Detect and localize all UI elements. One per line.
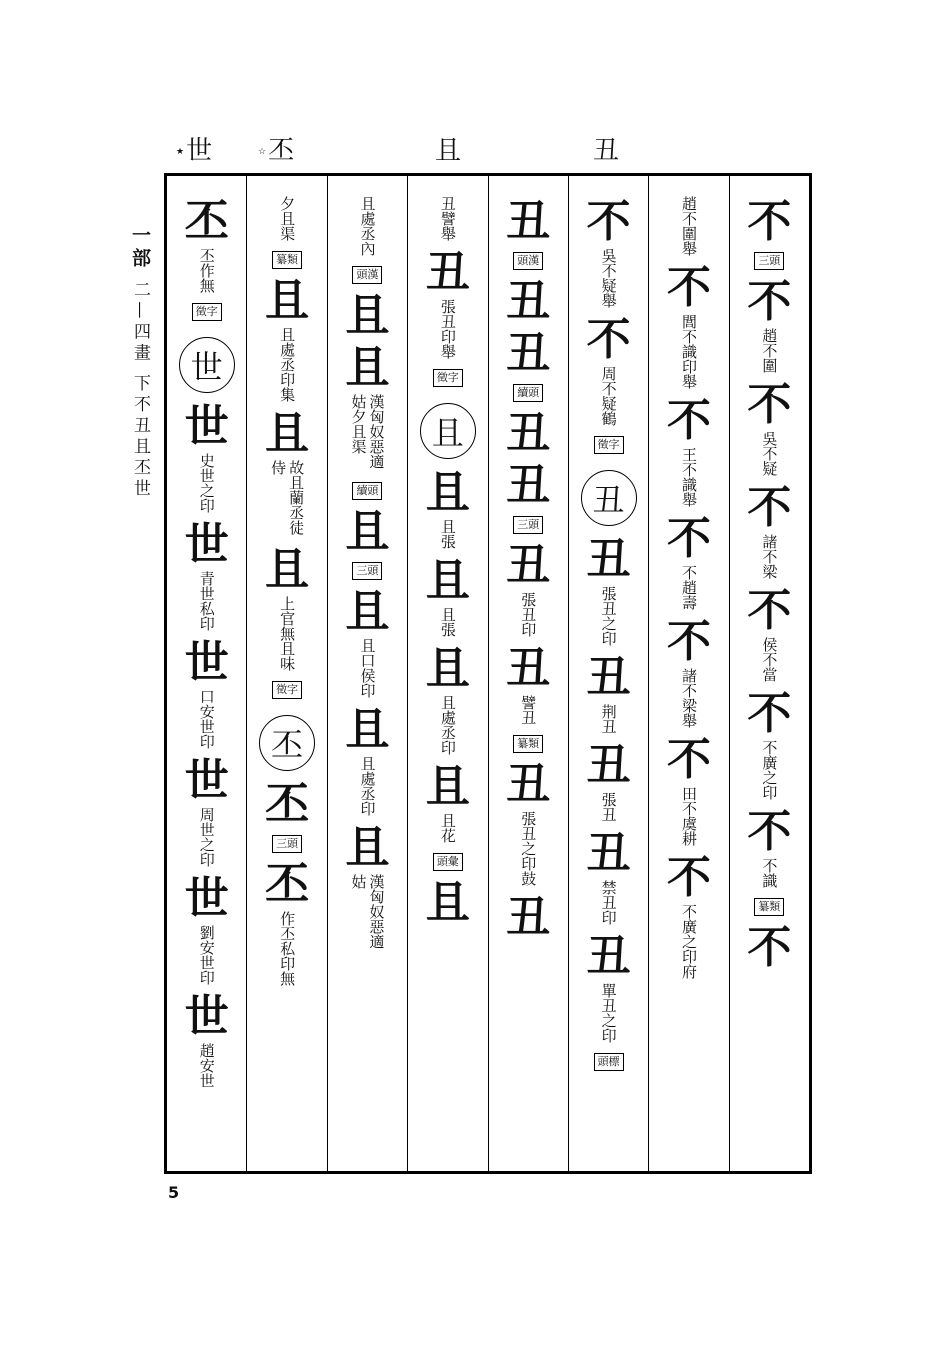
seal-glyph: 丑 xyxy=(586,931,631,982)
source-label: 且張 xyxy=(438,519,457,549)
seal-glyph: 世 xyxy=(184,637,229,688)
seal-glyph: 丑 xyxy=(425,247,470,298)
seal-glyph: 不 xyxy=(747,482,792,533)
source-label: 譬丑 xyxy=(519,695,538,725)
source-label: 夕且渠 xyxy=(278,196,297,241)
seal-glyph: 世 xyxy=(184,873,229,924)
seal-glyph: 不 xyxy=(747,585,792,636)
source-tag: 徵字 xyxy=(594,436,624,454)
seal-glyph: 且 xyxy=(425,643,470,694)
source-label: 不廣之印府 xyxy=(679,904,698,979)
seal-glyph: 世 xyxy=(184,401,229,452)
header-char-text: 且 xyxy=(435,136,462,166)
source-label: 不識 xyxy=(760,858,779,888)
source-label: 且處丞印集 xyxy=(278,327,297,402)
seal-glyph: 且 xyxy=(345,586,390,637)
seal-glyph: 不 xyxy=(666,734,711,785)
seal-glyph: 不 xyxy=(747,688,792,739)
source-label: 口安世印 xyxy=(197,689,216,749)
source-label: 丑譬舉 xyxy=(438,196,457,241)
seal-glyph: 世 xyxy=(184,991,229,1042)
seal-glyph: 且 xyxy=(425,555,470,606)
seal-glyph: 丑 xyxy=(506,643,551,694)
seal-glyph: 丑 xyxy=(506,540,551,591)
source-label: 故且蘭丞徒侍 xyxy=(269,460,306,535)
seal-glyph: 且 xyxy=(345,342,390,393)
seal-glyph: 丑 xyxy=(506,460,551,511)
source-tag: 徵字 xyxy=(272,681,302,699)
table-column xyxy=(648,176,728,1171)
source-label: 禁丑印 xyxy=(599,880,618,925)
seal-glyph: 不 xyxy=(666,852,711,903)
header-char xyxy=(258,136,294,167)
source-tag: 三頭 xyxy=(352,562,382,580)
header-char xyxy=(176,136,212,167)
seal-glyph: 不 xyxy=(747,196,792,247)
char-list: 下不丑且丕世 xyxy=(130,373,150,500)
seal-glyph: 不 xyxy=(586,314,631,365)
source-tag: 續頭 xyxy=(352,482,382,500)
source-label: 不趙壽 xyxy=(679,565,698,610)
source-tag: 續頭 xyxy=(513,384,543,402)
source-label: 且處丞印 xyxy=(438,695,457,755)
table-column xyxy=(327,176,407,1171)
source-label: 且口侯印 xyxy=(358,638,377,698)
headword-circle: 世 xyxy=(179,337,235,393)
sidebar-index xyxy=(128,225,152,500)
source-tag: 纂類 xyxy=(513,735,543,753)
source-label: 趙不圍舉 xyxy=(679,196,698,256)
header-char-text: 丕 xyxy=(268,136,295,166)
table-column xyxy=(167,176,246,1171)
seal-glyph: 丕 xyxy=(265,779,310,830)
table-column xyxy=(407,176,487,1171)
source-label: 漢匈奴惡適姑 xyxy=(349,874,386,949)
source-tag: 頭漢 xyxy=(352,266,382,284)
seal-glyph: 丑 xyxy=(586,828,631,879)
table-column xyxy=(488,176,568,1171)
section-label: 一部 xyxy=(129,225,151,271)
header-mark: ☆ xyxy=(258,147,267,157)
seal-table xyxy=(164,173,812,1174)
seal-glyph: 丕 xyxy=(184,196,229,247)
seal-glyph: 丑 xyxy=(506,408,551,459)
source-tag: 三頭 xyxy=(272,835,302,853)
seal-glyph: 丑 xyxy=(586,534,631,585)
source-label: 諸不梁 xyxy=(760,534,779,579)
seal-glyph: 且 xyxy=(265,544,310,595)
source-label: 劉安世印 xyxy=(197,925,216,985)
source-tag: 頭彙 xyxy=(433,853,463,871)
source-label: 作丕私印無 xyxy=(278,911,297,986)
seal-glyph: 且 xyxy=(425,761,470,812)
seal-glyph: 不 xyxy=(747,922,792,973)
source-label: 張丑之印鼓 xyxy=(519,811,538,886)
seal-glyph: 不 xyxy=(586,196,631,247)
source-label: 單丑之印 xyxy=(599,983,618,1043)
source-label: 丕作無 xyxy=(197,248,216,293)
source-tag: 徵字 xyxy=(192,303,222,321)
source-label: 諸不梁舉 xyxy=(679,668,698,728)
page-number: 5 xyxy=(168,1183,180,1202)
seal-glyph: 不 xyxy=(666,262,711,313)
source-label: 周不疑鶴 xyxy=(599,366,618,426)
source-label: 王不識舉 xyxy=(679,447,698,507)
seal-glyph: 且 xyxy=(425,877,470,928)
seal-glyph: 且 xyxy=(345,290,390,341)
seal-glyph: 丕 xyxy=(265,859,310,910)
source-label: 荆丑 xyxy=(599,704,618,734)
seal-glyph: 不 xyxy=(666,616,711,667)
source-label: 田不虞耕 xyxy=(679,786,698,846)
seal-glyph: 且 xyxy=(265,275,310,326)
source-label: 趙安世 xyxy=(197,1043,216,1088)
source-label: 且花 xyxy=(438,813,457,843)
source-label: 史世之印 xyxy=(197,453,216,513)
source-label: 閭不識印舉 xyxy=(679,314,698,389)
seal-glyph: 丑 xyxy=(506,759,551,810)
source-label: 吳不疑 xyxy=(760,431,779,476)
seal-glyph: 丑 xyxy=(506,892,551,943)
source-label: 張丑印舉 xyxy=(438,299,457,359)
table-column xyxy=(246,176,326,1171)
seal-glyph: 丑 xyxy=(586,652,631,703)
source-label: 張丑印 xyxy=(519,592,538,637)
seal-glyph: 丑 xyxy=(506,276,551,327)
source-label: 且處丞印 xyxy=(358,756,377,816)
headword-circle: 丑 xyxy=(581,470,637,526)
source-label: 周世之印 xyxy=(197,807,216,867)
headword-circle: 丕 xyxy=(259,715,315,771)
seal-glyph: 丑 xyxy=(586,740,631,791)
header-char xyxy=(593,136,619,166)
source-label: 吳不疑舉 xyxy=(599,248,618,308)
source-label: 青世私印 xyxy=(197,571,216,631)
table-column xyxy=(568,176,648,1171)
source-tag: 頭漢 xyxy=(513,252,543,270)
seal-glyph: 不 xyxy=(747,806,792,857)
source-tag: 頭標 xyxy=(594,1053,624,1071)
source-label: 侯不當 xyxy=(760,637,779,682)
headword-circle: 且 xyxy=(420,403,476,459)
source-label: 且張 xyxy=(438,607,457,637)
source-label: 上官無且味 xyxy=(278,596,297,671)
source-tag: 徵字 xyxy=(433,369,463,387)
seal-glyph: 丑 xyxy=(506,328,551,379)
source-tag: 纂類 xyxy=(272,251,302,269)
source-label: 且處丞內 xyxy=(358,196,377,256)
source-tag: 纂類 xyxy=(754,898,784,916)
seal-glyph: 丑 xyxy=(506,196,551,247)
seal-glyph: 不 xyxy=(666,513,711,564)
source-label: 張丑之印 xyxy=(599,586,618,646)
header-mark: ★ xyxy=(176,147,185,157)
seal-glyph: 且 xyxy=(425,467,470,518)
seal-glyph: 不 xyxy=(747,276,792,327)
header-char xyxy=(435,136,461,166)
seal-glyph: 且 xyxy=(345,704,390,755)
seal-glyph: 且 xyxy=(345,506,390,557)
seal-glyph: 世 xyxy=(184,755,229,806)
seal-glyph: 且 xyxy=(345,822,390,873)
seal-glyph: 世 xyxy=(184,519,229,570)
seal-glyph: 且 xyxy=(265,408,310,459)
source-tag: 三頭 xyxy=(754,252,784,270)
source-tag: 三頭 xyxy=(513,516,543,534)
source-label: 漢匈奴惡適姑夕且渠 xyxy=(349,394,386,469)
seal-glyph: 不 xyxy=(747,379,792,430)
header-char-text: 丑 xyxy=(593,136,620,166)
seal-glyph: 不 xyxy=(666,395,711,446)
source-label: 不廣之印 xyxy=(760,740,779,800)
source-label: 張丑 xyxy=(599,792,618,822)
header-char-text: 世 xyxy=(186,136,213,166)
table-column xyxy=(729,176,809,1171)
source-label: 趙不圍 xyxy=(760,328,779,373)
stroke-range: 二—四畫 xyxy=(130,280,150,365)
